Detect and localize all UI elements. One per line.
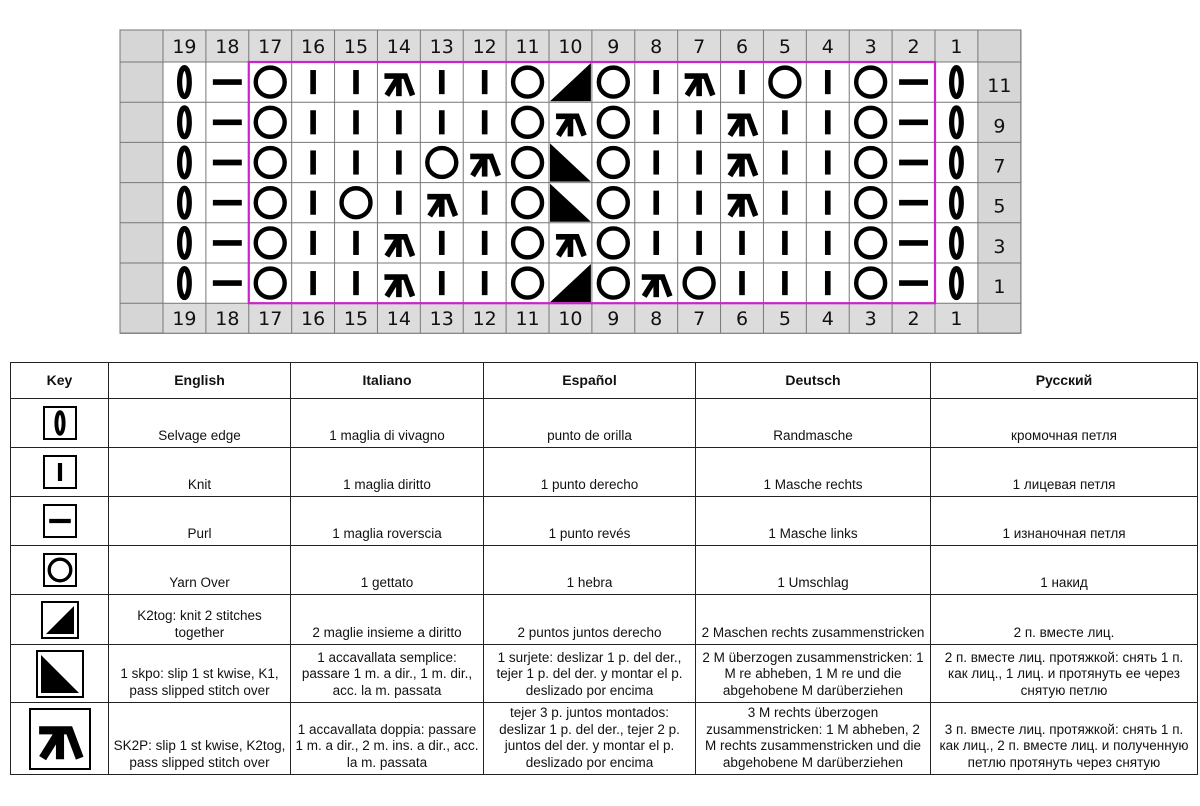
italiano-cell: 1 maglia diritto: [291, 448, 484, 497]
deutsch-cell: 1 Masche links: [696, 497, 931, 546]
header-espanol: Español: [484, 363, 696, 399]
column-number-top: 12: [472, 36, 497, 58]
key-cell: [11, 595, 109, 645]
legend-row-skpo: [11, 645, 1198, 703]
key-cell: [11, 497, 109, 546]
column-number-top: 17: [258, 36, 283, 58]
deutsch-cell: 2 M überzogen zusammenstricken: 1 M re abheben, 1 M re und die abgehobene M darüberziehen: [696, 645, 931, 703]
column-number-bottom: 1: [950, 308, 963, 331]
english-cell: Yarn Over: [109, 546, 291, 595]
row-number: 3: [993, 235, 1006, 258]
column-number-top: 10: [558, 36, 583, 58]
column-number-bottom: 8: [650, 308, 663, 331]
selvage-edge-icon: [43, 406, 77, 440]
row-number: 5: [993, 195, 1006, 218]
espanol-cell: punto de orilla: [484, 399, 696, 448]
column-number-bottom: 10: [558, 308, 583, 331]
italiano-cell: 1 accavallata semplice: passare 1 m. a dir., 1 m. dir., acc. la m. passata: [291, 645, 484, 703]
russian-cell: 1 накид: [931, 546, 1198, 595]
espanol-cell: 1 punto revés: [484, 497, 696, 546]
italiano-cell: 1 maglia roverscia: [291, 497, 484, 546]
column-number-bottom: 13: [429, 308, 454, 331]
russian-cell: 2 п. вместе лиц.: [931, 595, 1198, 645]
row-number: 7: [993, 155, 1006, 178]
legend-row-knit: [11, 448, 1198, 497]
russian-cell: 2 п. вместе лиц. протяжкой: снять 1 п. как лиц., 1 лиц. и протянуть ее через снятую петлю: [931, 645, 1198, 703]
key-cell: [11, 546, 109, 595]
column-number-bottom: 7: [693, 308, 706, 331]
column-number-top: 9: [607, 36, 620, 58]
deutsch-cell: 1 Umschlag: [696, 546, 931, 595]
row-number: 11: [987, 75, 1012, 98]
espanol-cell: 1 punto derecho: [484, 448, 696, 497]
espanol-cell: tejer 3 p. juntos montados: deslizar 1 p. del der., tejer 2 p. juntos del der. y montar el p. deslizado por encima: [484, 703, 696, 775]
legend-row-yarn-over: [11, 546, 1198, 595]
column-number-top: 14: [386, 36, 411, 58]
header-russian: Русский: [931, 363, 1198, 399]
column-number-top: 2: [907, 36, 920, 58]
header-deutsch: Deutsch: [696, 363, 931, 399]
legend-row-k2tog: [11, 595, 1198, 645]
k2tog-icon: [41, 601, 79, 639]
column-number-top: 1: [950, 36, 963, 58]
column-number-top: 7: [693, 36, 706, 58]
column-number-top: 8: [650, 36, 663, 58]
russian-cell: кромочная петля: [931, 399, 1198, 448]
espanol-cell: 1 surjete: deslizar 1 p. del der., tejer 1 p. del der. y montar el p. deslizado por encima: [484, 645, 696, 703]
english-cell: 1 skpo: slip 1 st kwise, K1, pass slipped stitch over: [109, 645, 291, 703]
column-number-bottom: 4: [821, 308, 834, 331]
column-number-bottom: 16: [301, 308, 326, 331]
legend-table: [10, 362, 1198, 775]
italiano-cell: 1 accavallata doppia: passare 1 m. a dir., 2 m. ins. a dir., acc. la m. passata: [291, 703, 484, 775]
column-number-bottom: 2: [907, 308, 920, 331]
purl-icon: [43, 504, 77, 538]
italiano-cell: 1 maglia di vivagno: [291, 399, 484, 448]
russian-cell: 1 лицевая петля: [931, 448, 1198, 497]
legend-row-purl: [11, 497, 1198, 546]
row-number: 9: [993, 115, 1006, 138]
legend-header-row: [11, 363, 1198, 399]
column-number-top: 13: [429, 36, 454, 58]
legend-row-selvage: [11, 399, 1198, 448]
column-number-top: 6: [735, 36, 749, 58]
row-number: 1: [993, 276, 1006, 299]
english-cell: Knit: [109, 448, 291, 497]
italiano-cell: 1 gettato: [291, 546, 484, 595]
column-number-bottom: 14: [386, 308, 411, 331]
column-number-bottom: 6: [735, 308, 749, 331]
knit-icon: [43, 455, 77, 489]
espanol-cell: 1 hebra: [484, 546, 696, 595]
header-italiano: Italiano: [291, 363, 484, 399]
column-number-bottom: 9: [607, 308, 620, 331]
column-number-bottom: 19: [172, 308, 197, 331]
column-number-top: 4: [821, 36, 834, 58]
skpo-icon: [36, 650, 84, 698]
key-cell: [11, 399, 109, 448]
column-number-top: 19: [172, 36, 197, 58]
column-number-bottom: 11: [515, 308, 540, 331]
english-cell: SK2P: slip 1 st kwise, K2tog, pass slipped stitch over: [109, 703, 291, 775]
column-number-bottom: 17: [258, 308, 283, 331]
english-cell: K2tog: knit 2 stitches together: [109, 595, 291, 645]
knitting-chart: [0, 0, 1200, 340]
header-english: English: [109, 363, 291, 399]
espanol-cell: 2 puntos juntos derecho: [484, 595, 696, 645]
yarn-over-icon: [43, 553, 77, 587]
column-number-top: 11: [515, 36, 540, 58]
column-number-top: 3: [864, 36, 877, 58]
column-number-top: 5: [778, 36, 791, 58]
deutsch-cell: 2 Maschen rechts zusammenstricken: [696, 595, 931, 645]
deutsch-cell: 1 Masche rechts: [696, 448, 931, 497]
column-number-top: 16: [301, 36, 326, 58]
russian-cell: 3 п. вместе лиц. протяжкой: снять 1 п. как лиц., 2 п. вместе лиц. и полученную петлю протянуть через снятую: [931, 703, 1198, 775]
column-number-top: 18: [215, 36, 240, 58]
key-cell: [11, 645, 109, 703]
russian-cell: 1 изнаночная петля: [931, 497, 1198, 546]
header-key: Key: [11, 363, 109, 399]
deutsch-cell: 3 M rechts überzogen zusammenstricken: 1 M abheben, 2 M rechts zusammenstricken und die abgehobene M darüberziehen: [696, 703, 931, 775]
key-cell: [11, 448, 109, 497]
column-number-bottom: 12: [472, 308, 497, 331]
legend-row-sk2p: [11, 703, 1198, 775]
sk2p-icon: [29, 708, 91, 770]
english-cell: Purl: [109, 497, 291, 546]
italiano-cell: 2 maglie insieme a diritto: [291, 595, 484, 645]
column-number-top: 15: [343, 36, 369, 58]
column-number-bottom: 15: [343, 308, 369, 331]
english-cell: Selvage edge: [109, 399, 291, 448]
column-number-bottom: 5: [778, 308, 791, 331]
column-number-bottom: 3: [864, 308, 877, 331]
deutsch-cell: Randmasche: [696, 399, 931, 448]
column-number-bottom: 18: [215, 308, 240, 331]
key-cell: [11, 703, 109, 775]
